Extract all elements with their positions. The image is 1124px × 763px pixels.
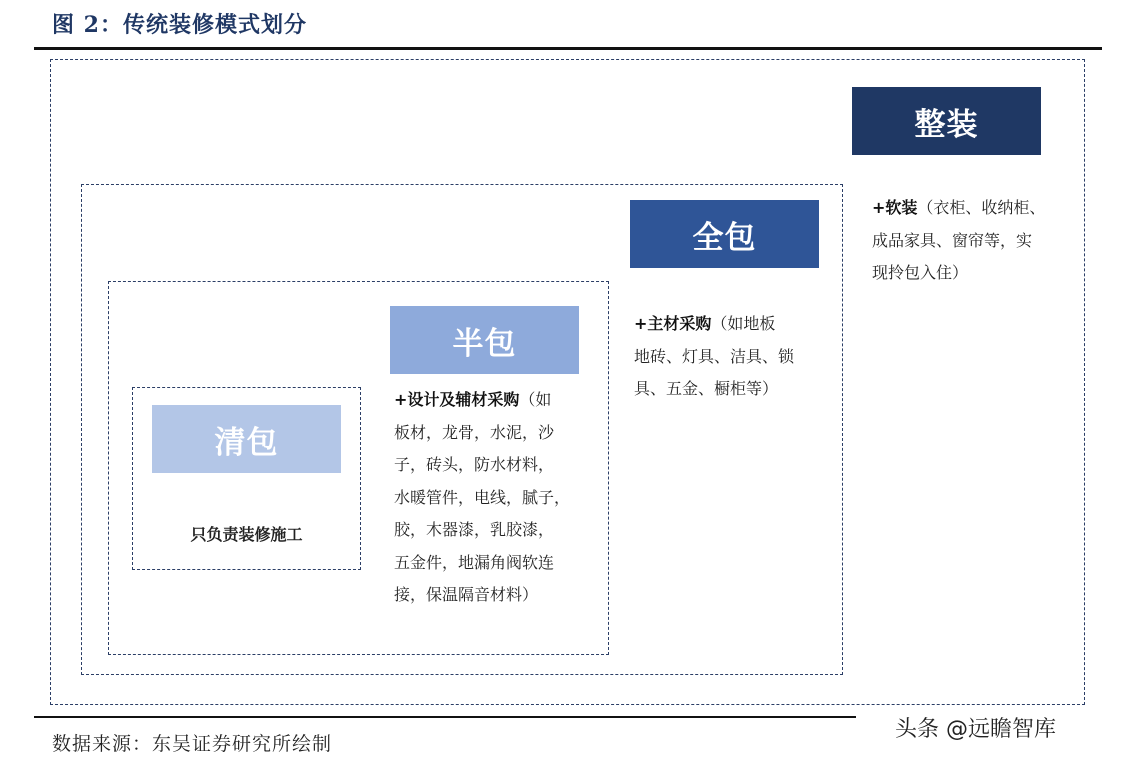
tier-tile-banbao <box>390 306 579 374</box>
desc-line: 子，砖头，防水材料， <box>394 455 555 474</box>
tier-desc-quanbao <box>634 308 834 406</box>
tier-desc-qingbao <box>132 520 361 550</box>
tier-desc-bold: 只负责装修施工 <box>190 525 303 544</box>
tier-label: 半包 <box>452 325 517 362</box>
desc-line: 成品家具、窗帘等，实 <box>872 230 1033 250</box>
desc-line: 现拎包入住） <box>872 263 969 282</box>
tier-tile-zhengzhuang <box>852 87 1041 155</box>
tier-label: 全包 <box>692 219 757 256</box>
tier-label: 整装 <box>914 106 979 143</box>
source-note: 数据来源：东吴证券研究所绘制 <box>52 733 333 755</box>
top-divider <box>34 47 1102 50</box>
figure-title: 图 2：传统装修模式划分 <box>52 12 307 38</box>
tier-tile-qingbao <box>152 405 341 473</box>
tier-desc-bold: +主材采购 <box>634 314 712 333</box>
desc-text: （如 <box>519 390 552 409</box>
desc-line <box>634 308 834 341</box>
desc-line <box>394 384 594 417</box>
desc-line: 五金件，地漏角阀软连 <box>394 552 555 572</box>
desc-text: （如地板 <box>711 314 776 333</box>
desc-line: 接，保温隔音材料） <box>394 585 539 604</box>
tier-label: 清包 <box>214 424 279 461</box>
tier-desc-bold: +软装 <box>872 198 918 217</box>
desc-line: 胶，木器漆，乳胶漆， <box>394 520 555 539</box>
tier-desc-bold: +设计及辅材采购 <box>394 390 520 409</box>
bottom-divider <box>34 716 856 718</box>
tier-desc-zhengzhuang <box>872 192 1072 290</box>
tier-tile-quanbao <box>630 200 819 268</box>
desc-line: 地砖、灯具、洁具、锁 <box>634 346 795 366</box>
desc-line: 具、五金、橱柜等） <box>634 379 779 398</box>
watermark: 头条 @远瞻智库 <box>895 717 1056 742</box>
desc-text: （衣柜、收纳柜、 <box>917 198 1046 217</box>
desc-line <box>872 192 1072 225</box>
desc-line: 板材，龙骨，水泥，沙 <box>394 422 555 442</box>
desc-line: 水暖管件，电线，腻子， <box>394 487 571 507</box>
tier-desc-banbao <box>394 384 594 612</box>
